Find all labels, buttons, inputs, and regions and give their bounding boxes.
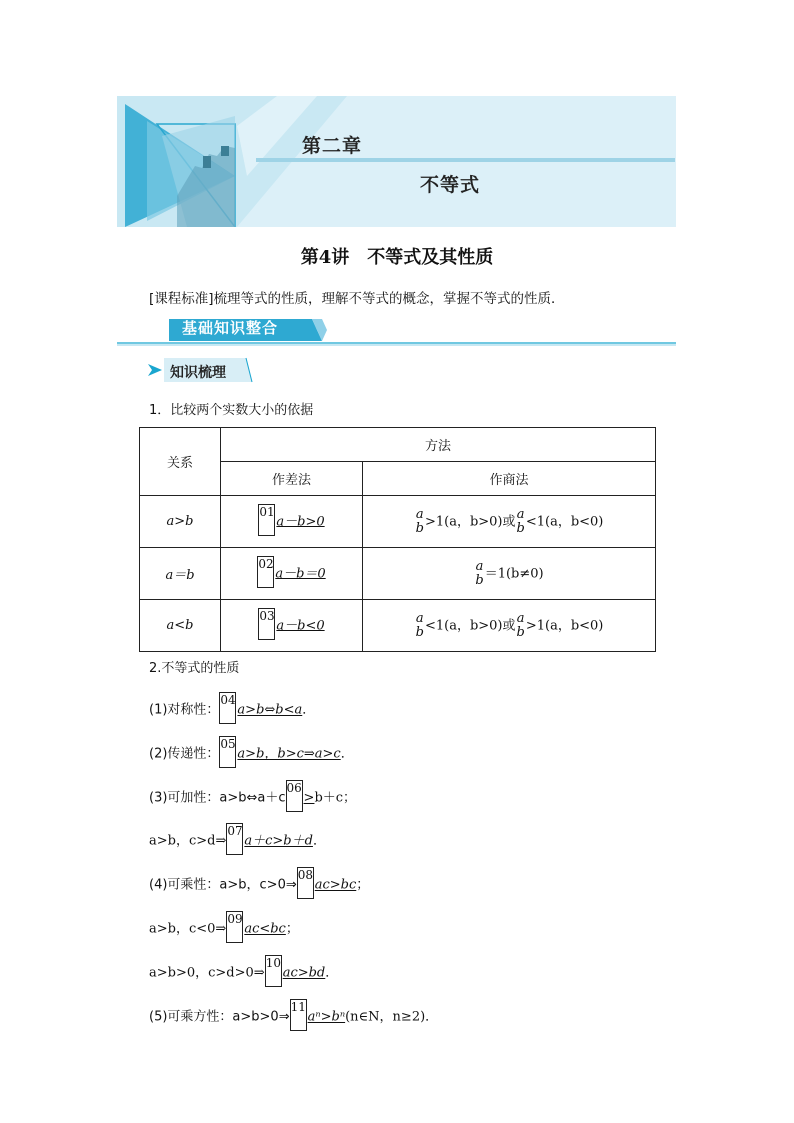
property-line: (3)可加性：a>b⇔a＋c06>b＋c； <box>149 782 356 814</box>
answer-box: 02 <box>257 556 274 588</box>
answer-box: 05 <box>219 736 236 768</box>
property-line: a>b，c>d⇒07a＋c>b＋d． <box>149 825 326 857</box>
chapter-divider <box>256 158 675 162</box>
chapter-subtitle: 不等式 <box>420 174 481 196</box>
lesson-title: 第4讲 不等式及其性质 <box>300 247 494 268</box>
table-row: a>b 01a－b>0 a b >1(a，b>0)或 a b <1(a，b<0) <box>140 496 656 548</box>
answer-box: 01 <box>258 504 275 536</box>
property-line: (5)可乘方性：a>b>0⇒11aⁿ>bⁿ(n∈N，n≥2)． <box>149 1001 438 1033</box>
table-row: a<b 03a－b<0 a b <1(a，b>0)或 a b >1(a，b<0) <box>140 600 656 652</box>
course-standard: [课程标准]梳理等式的性质，理解不等式的概念，掌握不等式的性质． <box>149 291 565 307</box>
chapter-title: 第二章 <box>302 135 363 157</box>
diff-answer: a－b＝0 <box>275 566 326 581</box>
answer-box: 08 <box>297 867 314 899</box>
comparison-table <box>139 427 656 652</box>
relation-cell: a>b <box>166 514 194 529</box>
header-diff: 作差法 <box>221 462 363 496</box>
answer-box: 03 <box>258 608 275 640</box>
section-title: 基础知识整合 <box>182 319 279 337</box>
diff-answer: a－b<0 <box>276 618 325 633</box>
answer-box: 11 <box>290 999 307 1031</box>
header-method: 方法 <box>221 428 656 462</box>
item1-title: 1．比较两个实数大小的依据 <box>149 403 314 418</box>
property-line: (2)传递性：05a>b，b>c⇒a>c． <box>149 738 354 770</box>
answer-box: 07 <box>226 823 243 855</box>
answer-box: 04 <box>219 692 236 724</box>
answer-box: 10 <box>265 955 282 987</box>
relation-cell: a＝b <box>165 568 195 583</box>
diff-answer: a－b>0 <box>276 514 325 529</box>
table-row: a＝b 02a－b＝0 a b ＝1(b≠0) <box>140 548 656 600</box>
property-line: (1)对称性：04a>b⇔b<a． <box>149 694 315 726</box>
item2-title: 2.不等式的性质 <box>149 661 240 676</box>
answer-box: 09 <box>226 911 243 943</box>
relation-cell: a<b <box>166 618 194 633</box>
subsection-title: 知识梳理 <box>170 365 226 381</box>
header-quot: 作商法 <box>363 462 656 496</box>
property-line: (4)可乘性：a>b，c>0⇒08ac>bc； <box>149 869 369 901</box>
answer-box: 06 <box>286 780 303 812</box>
property-line: a>b，c<0⇒09ac<bc； <box>149 913 299 945</box>
header-relation: 关系 <box>140 428 221 496</box>
property-line: a>b>0，c>d>0⇒10ac>bd． <box>149 957 338 989</box>
